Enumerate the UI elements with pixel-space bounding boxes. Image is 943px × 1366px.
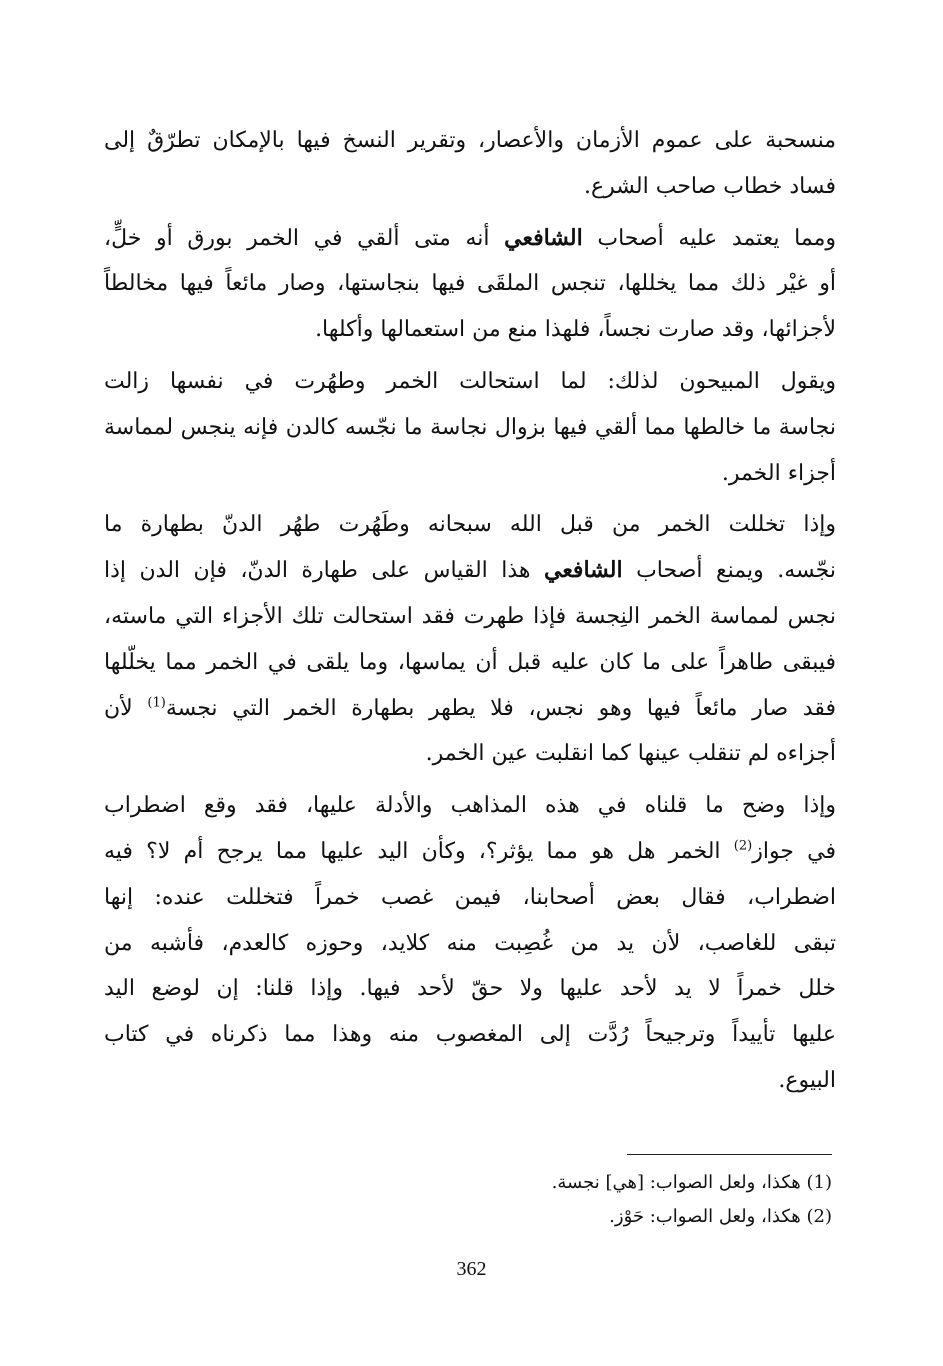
text-line [104, 594, 836, 640]
text-line [104, 261, 836, 307]
footnote-text: هكذا، ولعل الصواب: حَوْز. [609, 1206, 801, 1227]
emphasized-name: الشافعي [504, 224, 583, 251]
text-line [104, 731, 836, 777]
text-line [104, 359, 836, 405]
footnote-number: (2) [806, 1206, 832, 1227]
text-run: الخمر هل هو مما يؤثر؟، وكأن اليد عليها مما يرجح أم لا؟ فيه [104, 838, 734, 864]
text-run: تبقى للغاصب، لأن يد من غُصِبت منه كلايد، وحوزه كالعدم، فأشبه من [104, 930, 836, 956]
paragraph [104, 783, 836, 1104]
page-body [104, 118, 836, 1104]
text-line [104, 783, 836, 829]
footnote-text: هكذا، ولعل الصواب: [هي] نجسة. [551, 1172, 801, 1193]
paragraph [104, 502, 836, 777]
text-run: لأجزائها، وقد صارت نجساً، فلهذا منع من استعمالها وأكلها. [315, 317, 836, 343]
text-run: أجزاء الخمر. [721, 460, 836, 486]
footnote-divider [627, 1154, 832, 1155]
text-run: منسحبة على عموم الأزمان والأعصار، وتقرير النسخ فيها بالإمكان تطرّقٌ إلى [104, 128, 836, 153]
text-line [104, 966, 836, 1012]
text-line [104, 686, 836, 732]
text-run: اضطراب، فقال بعض أصحابنا، فيمن غصب خمراً فتخللت عنده: إنها [104, 884, 836, 910]
text-run: فقد صار مائعاً فيها وهو نجس، فلا يطهر بطهارة الخمر التي نجسة [165, 695, 836, 721]
footnote-number: (1) [806, 1172, 832, 1193]
paragraph [104, 118, 836, 210]
text-run: أنه متى ألقي في الخمر بورق أو خلٍّ، [104, 225, 505, 251]
text-line [104, 548, 836, 594]
text-run: خلل خمراً لا يد لأحد عليها ولا حقّ لأحد فيها. وإذا قلنا: إن لوضع اليد [104, 976, 836, 1002]
text-line [104, 502, 836, 548]
emphasized-name: الشافعي [543, 557, 623, 584]
text-line [104, 875, 836, 921]
text-run: نجاسة ما خالطها مما ألقي فيها بزوال نجاسة ما نجّسه كالدن فإنه ينجس لمماسة [104, 414, 836, 440]
text-run: هذا القياس على طهارة الدنّ، فإن الدن إذا [104, 558, 544, 584]
text-run: أجزاءه لم تنقلب عينها كما انقلبت عين الخمر. [425, 741, 836, 767]
text-run: ويقول المبيحون لذلك: لما استحالت الخمر وطهُرت في نفسها زالت [104, 368, 836, 394]
text-run: نجس لمماسة الخمر النِجسة فإذا طهرت فقد استحالت تلك الأجزاء التي ماسته، [104, 603, 836, 629]
footnotes [332, 1166, 832, 1234]
page-number: 362 [456, 1258, 487, 1280]
text-run: نجّسه. ويمنع أصحاب [622, 558, 836, 584]
footnote-item [332, 1166, 832, 1200]
footnote-reference: (1) [147, 695, 166, 711]
text-line [104, 1058, 836, 1104]
text-line [104, 921, 836, 967]
text-run: في جواز [752, 838, 836, 864]
paragraph [104, 359, 836, 496]
text-run: فيبقى طاهراً على ما كان عليه قبل أن يماسها، وما يلقى في الخمر مما يخلّلها [104, 649, 836, 675]
footnote-item [332, 1200, 832, 1234]
footnote-reference: (2) [733, 838, 753, 854]
text-line [104, 829, 836, 875]
text-run: لأن [104, 695, 148, 721]
text-line [104, 1012, 836, 1058]
text-run: فساد خطاب صاحب الشرع. [584, 173, 836, 199]
text-run: عليها تأييداً وترجيحاً رُدَّت إلى المغصوب منه وهذا مما ذكرناه في كتاب [104, 1022, 836, 1048]
text-run: أو غيْر ذلك مما يخللها، تنجس الملقَى فيها بنجاستها، وصار مائعاً فيها مخالطاً [104, 271, 836, 297]
text-run: وإذا تخللت الخمر من قبل الله سبحانه وطَهُرت طهُر الدنّ بطهارة ما [104, 512, 836, 538]
text-line [104, 118, 836, 164]
text-run: وإذا وضح ما قلناه في هذه المذاهب والأدلة عليها، فقد وقع اضطراب [104, 793, 836, 819]
text-line [104, 640, 836, 686]
text-line [104, 164, 836, 210]
text-line [104, 405, 836, 451]
text-run: البيوع. [778, 1067, 836, 1093]
text-line [104, 451, 836, 497]
paragraph [104, 216, 836, 353]
text-line [104, 216, 836, 262]
text-run: ومما يعتمد عليه أصحاب [582, 225, 836, 251]
text-line [104, 307, 836, 353]
